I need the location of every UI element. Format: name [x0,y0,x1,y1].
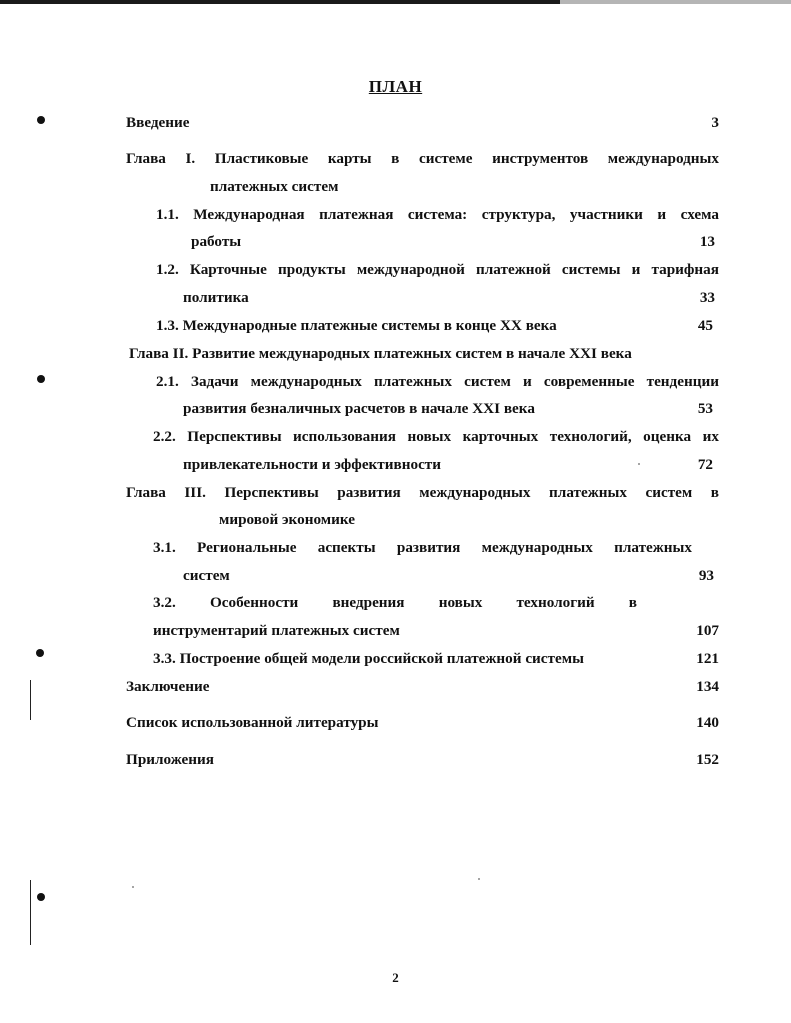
toc-appendix-page: 152 [696,751,719,768]
toc-section-1-1: 1.1. Международная платежная система: структура, участники и схема [156,206,719,223]
toc-references: Список использованной литературы [126,714,379,731]
toc-section-3-1: 3.1. Региональные аспекты развития международных платежных [153,539,692,556]
toc-section-1-2-cont: политика [183,289,249,306]
binding-hole-mark [36,649,44,657]
toc-section-1-3: 1.3. Международные платежные системы в конце XX века [156,317,557,334]
scan-speck [478,878,480,880]
scan-side-line [30,680,31,720]
toc-conclusion-page: 134 [696,678,719,695]
toc-section-3-2-page: 107 [696,622,719,639]
toc-section-2-1: 2.1. Задачи международных платежных систем и современные тенденции [156,373,719,390]
toc-section-3-3-page: 121 [696,650,719,667]
toc-section-2-1-page: 53 [697,400,713,417]
toc-chapter-1-cont: платежных систем [210,178,339,195]
scan-top-border-faded [560,0,791,4]
toc-section-3-2-cont: инструментарий платежных систем [153,622,400,639]
toc-section-2-2-page: 72 [697,456,713,473]
scan-speck [132,886,134,888]
toc-references-page: 140 [696,714,719,731]
toc-section-2-2: 2.2. Перспективы использования новых карточных технологий, оценка их [153,428,719,445]
toc-section-3-3: 3.3. Построение общей модели российской платежной системы [153,650,584,667]
toc-section-1-1-cont: работы [191,233,242,250]
toc-chapter-1: Глава I. Пластиковые карты в системе инструментов международных [126,150,719,167]
toc-section-2-2-cont: привлекательности и эффективности [183,456,442,473]
toc-chapter-3: Глава III. Перспективы развития международных платежных систем в [126,484,719,501]
toc-section-1-3-page: 45 [697,317,713,334]
toc-section-3-1-cont: систем [183,567,230,584]
toc-section-2-1-cont: развития безналичных расчетов в начале XXI века [183,400,535,417]
toc-conclusion: Заключение [126,678,210,695]
scan-speck [638,463,640,465]
toc-chapter-3-cont: мировой экономике [219,511,355,528]
toc-section-1-2: 1.2. Карточные продукты международной платежной системы и тарифная [156,261,719,278]
toc-appendix: Приложения [126,751,215,768]
toc-section-1-2-page: 33 [699,289,715,306]
toc-section-3-1-page: 93 [698,567,714,584]
scan-side-line [30,880,31,945]
page-title: ПЛАН [368,77,423,96]
toc-chapter-2: Глава II. Развитие международных платежных систем в начале XXI века [129,345,632,362]
binding-hole-mark [37,375,45,383]
page-number: 2 [392,970,399,985]
toc-section-1-1-page: 13 [699,233,715,250]
binding-hole-mark [37,893,45,901]
toc-intro-page: 3 [711,114,719,131]
toc-intro: Введение [126,114,190,131]
binding-hole-mark [37,116,45,124]
toc-section-3-2: 3.2. Особенности внедрения новых технологий в [153,594,637,611]
